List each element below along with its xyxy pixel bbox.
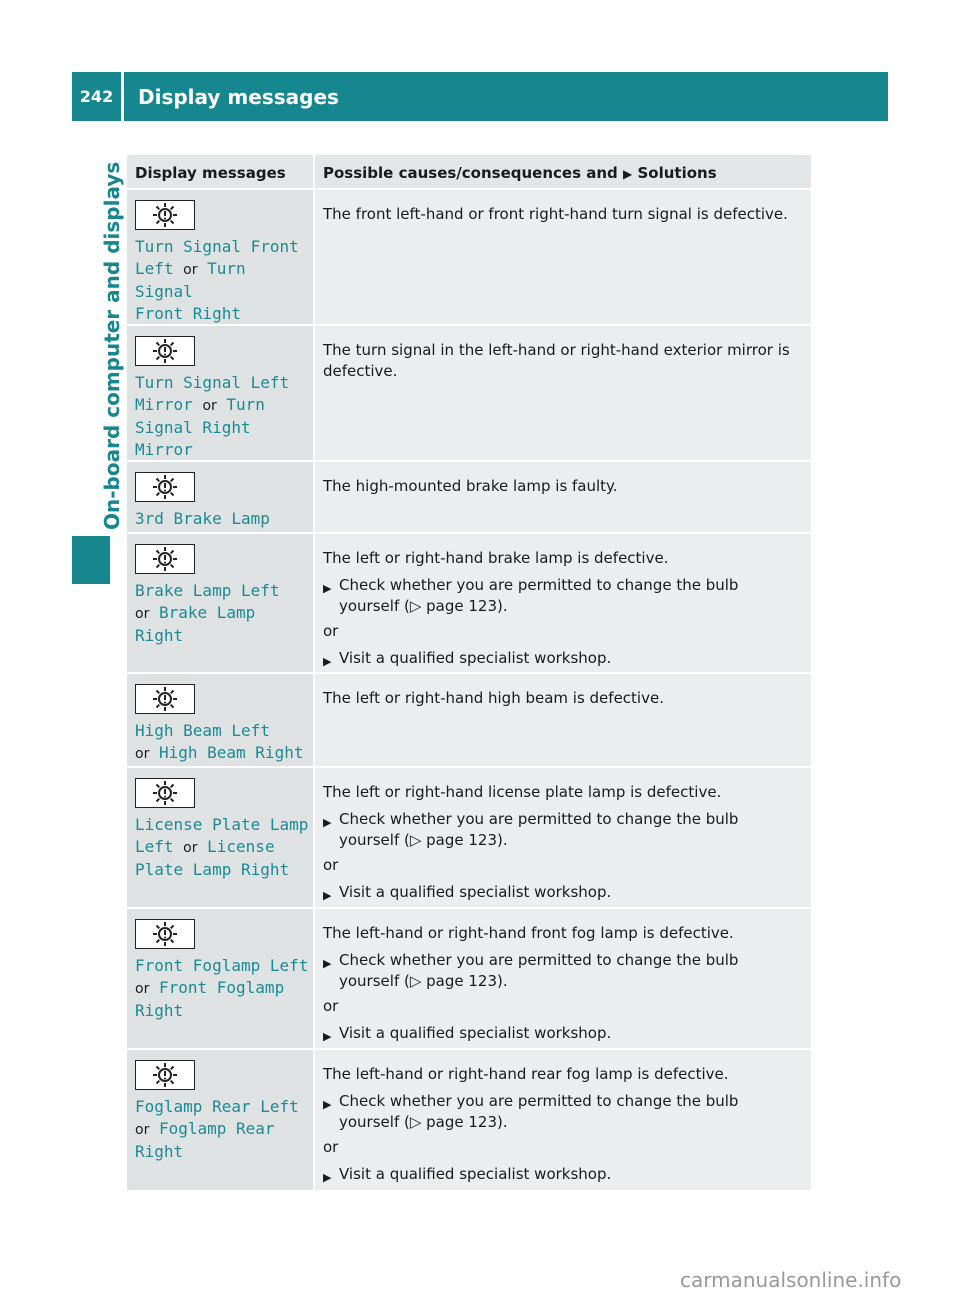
page-number: 242 (72, 72, 124, 121)
message-cell (127, 767, 314, 908)
cause-cell: The left-hand or right-hand front fog lamp is defective. ▶ Check whether you are permitted to change the bulb yourself (▷ page 123). or ▶ Visit a qualified specialist workshop. (314, 908, 811, 1049)
instruction-step: ▶ Check whether you are permitted to change the bulb yourself (▷ page 123). (323, 810, 739, 849)
bulb-warning-icon (135, 472, 195, 502)
cause-cell: The left or right-hand high beam is defective. (314, 673, 811, 767)
display-message-text: Front Foglamp Left or Front Foglamp Right (135, 956, 309, 1020)
instruction-step: ▶ Visit a qualified specialist workshop. (323, 1023, 801, 1047)
page-header (72, 72, 888, 121)
page-title: Display messages (138, 84, 339, 109)
triangle-right-icon: ▶ (323, 957, 332, 970)
bulb-warning-icon (135, 1060, 195, 1090)
message-cell (127, 1049, 314, 1190)
triangle-right-icon: ▶ (323, 1098, 332, 1111)
display-message-text: License Plate Lamp Left or License Plate Lamp Right (135, 815, 309, 879)
table-row (127, 189, 811, 325)
column-header-causes: Possible causes/consequences and ▶ Solutions (314, 155, 811, 189)
display-messages-table (127, 155, 811, 1190)
instruction-step: ▶ Visit a qualified specialist workshop. (323, 648, 801, 672)
triangle-right-icon: ▶ (323, 582, 332, 595)
display-message-text: 3rd Brake Lamp (135, 509, 270, 528)
bulb-warning-icon (135, 200, 195, 230)
bulb-warning-icon (135, 336, 195, 366)
cause-cell: The turn signal in the left-hand or right-hand exterior mirror is defective. (314, 325, 811, 461)
bulb-warning-icon (135, 684, 195, 714)
triangle-right-icon: ▶ (323, 1171, 332, 1184)
display-message-text: Turn Signal Front Left or Turn Signal Front Right (135, 237, 299, 323)
message-cell (127, 673, 314, 767)
side-tab-marker (72, 536, 110, 584)
table-row (127, 533, 811, 673)
instruction-step: ▶ Visit a qualified specialist workshop. (323, 1164, 801, 1188)
table-row (127, 325, 811, 461)
message-cell (127, 908, 314, 1049)
table-row (127, 767, 811, 908)
cause-cell: The front left-hand or front right-hand turn signal is defective. (314, 189, 811, 325)
instruction-step: ▶ Visit a qualified specialist workshop. (323, 882, 801, 906)
table-row (127, 461, 811, 533)
triangle-right-icon: ▶ (323, 816, 332, 829)
message-cell (127, 461, 314, 533)
display-message-text: Brake Lamp Left or Brake Lamp Right (135, 581, 280, 645)
display-message-text: Foglamp Rear Left or Foglamp Rear Right (135, 1097, 299, 1161)
instruction-step: ▶ Check whether you are permitted to change the bulb yourself (▷ page 123). (323, 576, 739, 615)
bulb-warning-icon (135, 919, 195, 949)
triangle-right-icon: ▶ (323, 655, 332, 668)
footer-watermark: carmanualsonline.info (680, 1268, 902, 1292)
message-cell (127, 325, 314, 461)
column-header-messages: Display messages (127, 155, 314, 189)
cause-cell: The left or right-hand brake lamp is defective. ▶ Check whether you are permitted to change the bulb yourself (▷ page 123). or ▶ Visit a qualified specialist workshop. (314, 533, 811, 673)
bulb-warning-icon (135, 778, 195, 808)
cause-cell: The high-mounted brake lamp is faulty. (314, 461, 811, 533)
triangle-right-icon: ▶ (323, 889, 332, 902)
message-cell (127, 533, 314, 673)
table-row (127, 673, 811, 767)
instruction-step: ▶ Check whether you are permitted to change the bulb yourself (▷ page 123). (323, 951, 739, 990)
cause-cell: The left-hand or right-hand rear fog lamp is defective. ▶ Check whether you are permitted to change the bulb yourself (▷ page 123). or ▶ Visit a qualified specialist workshop. (314, 1049, 811, 1190)
side-tab-label: On-board computer and displays (100, 161, 124, 530)
table-row (127, 908, 811, 1049)
table-row (127, 1049, 811, 1190)
cause-cell: The left or right-hand license plate lamp is defective. ▶ Check whether you are permitted to change the bulb yourself (▷ page 123). or ▶ Visit a qualified specialist workshop. (314, 767, 811, 908)
triangle-right-icon: ▶ (623, 167, 633, 181)
display-message-text: High Beam Left or High Beam Right (135, 721, 304, 762)
instruction-step: ▶ Check whether you are permitted to change the bulb yourself (▷ page 123). (323, 1092, 739, 1131)
message-cell (127, 189, 314, 325)
table-header-row (127, 155, 811, 189)
triangle-right-icon: ▶ (323, 1030, 332, 1043)
bulb-warning-icon (135, 544, 195, 574)
display-message-text: Turn Signal Left Mirror or Turn Signal Right Mirror (135, 373, 290, 459)
